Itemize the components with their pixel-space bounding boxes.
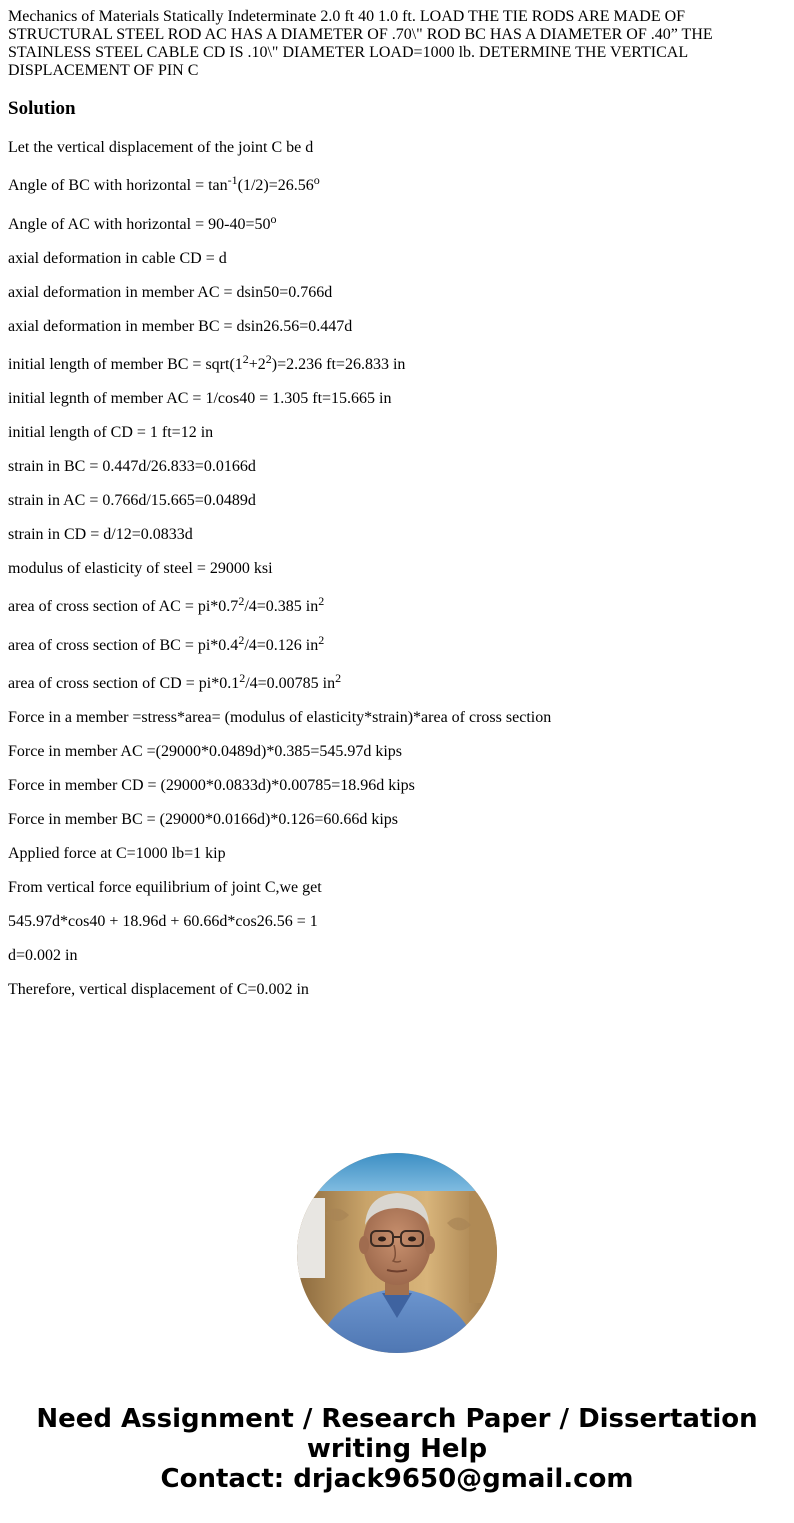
solution-line: initial length of CD = 1 ft=12 in <box>8 424 214 441</box>
solution-line: d=0.002 in <box>8 947 78 964</box>
solution-line: Let the vertical displacement of the joint C be d <box>8 139 314 156</box>
solution-line: Force in member AC =(29000*0.0489d)*0.385=545.97d kips <box>8 743 403 760</box>
question-text: Mechanics of Materials Statically Indeterminate 2.0 ft 40 1.0 ft. LOAD THE TIE RODS ARE MADE OF STRUCTURAL STEEL ROD AC HAS A DIAMETER OF .70\" ROD BC HAS A DIAMETER OF .40” THE STAINLESS STEEL CABLE CD IS .10\" DIAMETER LOAD=1000 lb. DETERMINE THE VERTICAL DISPLACEMENT OF PIN C <box>8 8 713 79</box>
solution-line: Angle of BC with horizontal = $\tan^{-1}(1/2)=26.56^o$ <box>8 173 320 194</box>
solution-line: 545.97d*cos40 + 18.96d + 60.66d*cos26.56 = 1 <box>8 913 318 930</box>
solution-line: Force in member CD = (29000*0.0833d)*0.00785=18.96d kips <box>8 777 415 794</box>
avatar <box>297 1153 497 1353</box>
solution-line: Angle of AC with horizontal = $90-40=50^o$ <box>8 212 277 233</box>
solution-heading: Solution <box>8 98 76 119</box>
solution-line: initial legnth of member AC = 1/cos40 = 1.305 ft=15.665 in <box>8 390 392 407</box>
solution-line: strain in BC = 0.447d/26.833=0.0166d <box>8 458 256 475</box>
solution-line: strain in CD = d/12=0.0833d <box>8 526 193 543</box>
solution-line: axial deformation in member BC = dsin26.56=0.447d <box>8 318 353 335</box>
solution-line: strain in AC = 0.766d/15.665=0.0489d <box>8 492 256 509</box>
solution-line: axial deformation in cable CD = d <box>8 250 227 267</box>
solution-line: initial length of member BC = $sqrt(1^2+2^2)=2.236$ ft=26.833 in <box>8 352 406 373</box>
solution-line: modulus of elasticity of steel = 29000 ksi <box>8 560 273 577</box>
solution-line: area of cross section of CD = $pi*0.1^2/4=0.00785$ $in^2$ <box>8 671 342 692</box>
footer-contact: Contact: drjack9650@gmail.com <box>160 1464 634 1494</box>
solution-line: From vertical force equilibrium of joint C,we get <box>8 879 322 896</box>
solution-line: axial deformation in member AC = dsin50=0.766d <box>8 284 333 301</box>
footer-line-2: writing Help <box>306 1434 488 1464</box>
solution-line: area of cross section of BC = $pi*0.4^2/4=0.126$ $in^2$ <box>8 633 325 654</box>
solution-line: Applied force at C=1000 lb=1 kip <box>8 845 226 862</box>
footer-line-1: Need Assignment / Research Paper / Dissertation <box>36 1404 758 1434</box>
solution-line: Therefore, vertical displacement of C=0.002 in <box>8 981 309 998</box>
solution-line: Force in a member =stress*area= (modulus of elasticity*strain)*area of cross section <box>8 709 552 726</box>
solution-line: Force in member BC = (29000*0.0166d)*0.126=60.66d kips <box>8 811 399 828</box>
solution-line: area of cross section of AC = $pi*0.7^2/4=0.385$ $in^2$ <box>8 594 325 615</box>
